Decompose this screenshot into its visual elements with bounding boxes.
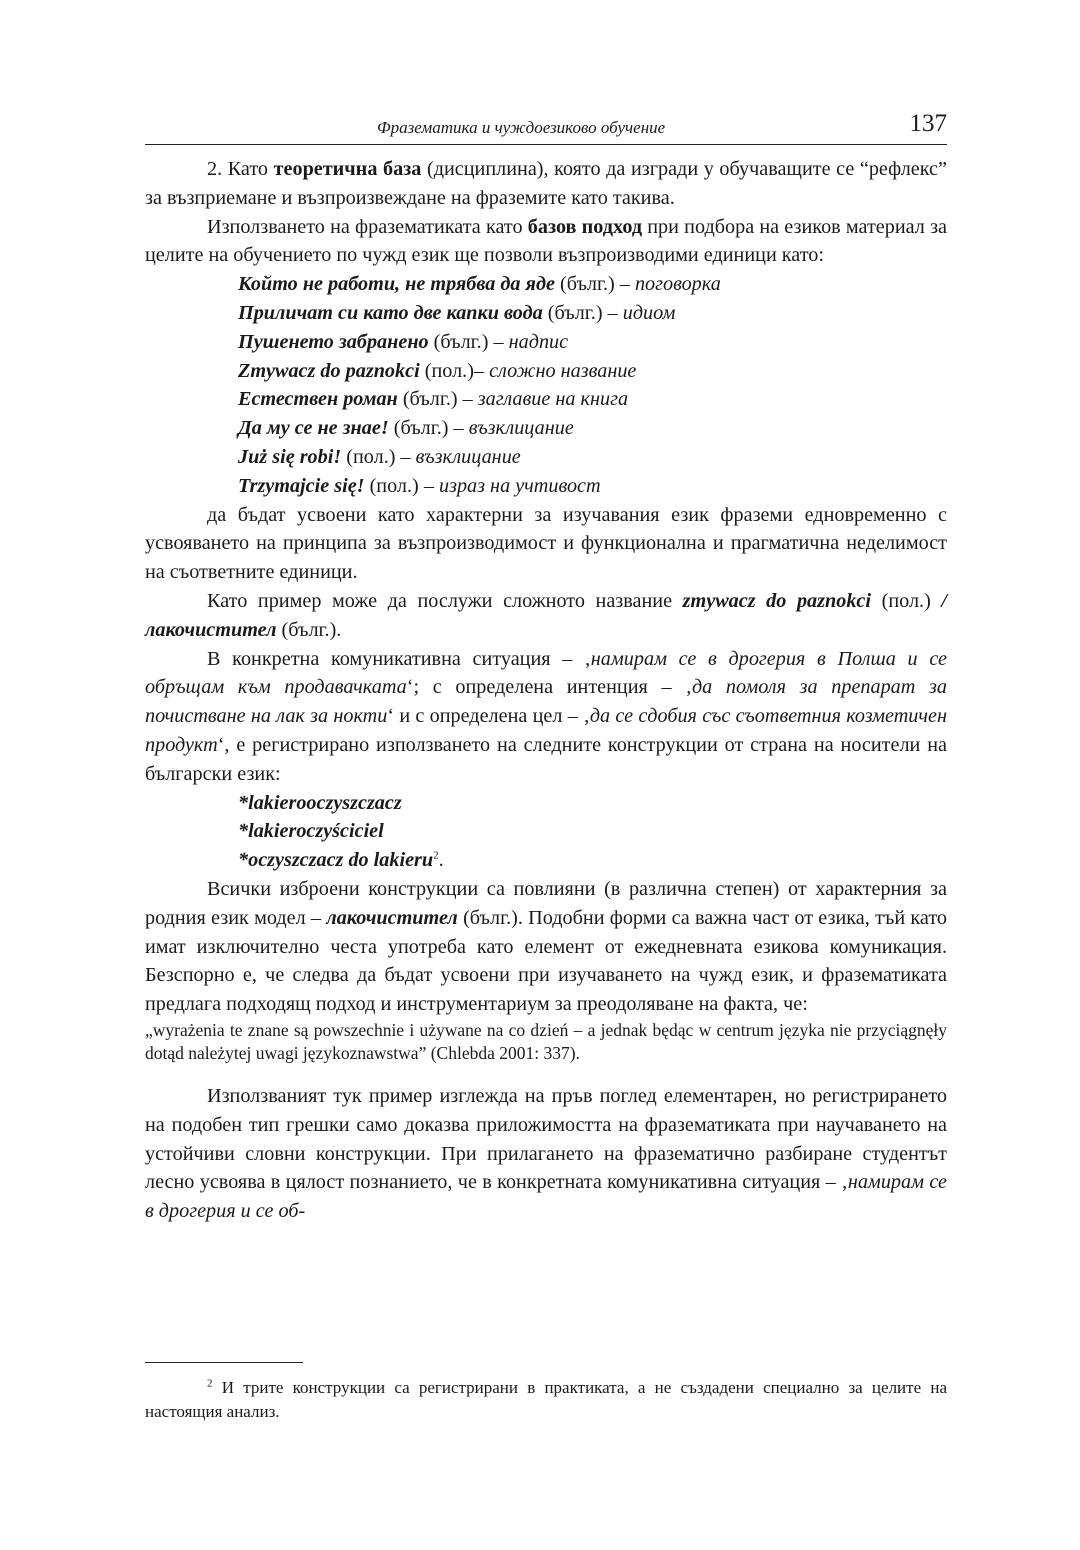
example-item: Естествен роман (бълг.) – заглавие на книга — [238, 388, 629, 411]
p2-text-c: при подбора на езиков материал за целите на обучението по чужд език ще позволи възпроизводими единици като: — [145, 215, 948, 267]
paragraph-4: Като пример може да послужи сложното название zmywacz do paznokci (пол.) / лакочистител (бълг.). — [145, 589, 948, 641]
footnote — [145, 1376, 947, 1424]
running-title: Фразематика и чуждоезиково обучение — [377, 118, 666, 137]
footnote-rule — [145, 1362, 303, 1363]
paragraph-5: В конкретна комуникативна ситуация – ‚намирам се в дрогерия в Полша и се обръщам към продавачката‘; с определена интенция – ‚да помоля за препарат за почистване на лак за нокти‘ и с определена цел – ‚да се сдобия със съответния козметичен продукт‘, е регистрирано използването на следните конструкции от страна на носители на български език: — [145, 647, 947, 785]
paragraph-7: Използваният тук пример изглежда на пръв поглед елементарен, но регистрирането на подобен тип грешки само доказва приложимостта на фразематиката при научаването на устойчиви словни конструкции. При прилагането на фразематично разбиране студентът лесно усвоява в цялост познанието, че в конкретната комуникативна ситуация – ‚намирам се в дрогерия и се об- — [145, 1084, 947, 1223]
p2-bold: базов подход — [527, 215, 643, 238]
example-item: Да му се не знае! (бълг.) – възклицание — [238, 417, 574, 440]
constructions-list — [145, 789, 947, 875]
footnote-text: И трите конструкции са регистрирани в практиката, а не създадени специално за целите на настоящия анализ. — [145, 1378, 947, 1421]
examples-list — [145, 270, 947, 500]
construction-item: *oczyszczacz do lakieru$^2$. — [238, 849, 444, 872]
block-quote: „wyrażenia te znane są powszechnie i używane na co dzień – a jednak będąc w centrum języka nie przyciągnęły dotąd należytej uwagi językoznawstwa” (Chlebda 2001: 337). — [145, 1019, 947, 1064]
footnote-number: 2 — [207, 1377, 213, 1390]
p1-text-a: 2. Като — [207, 158, 274, 180]
p1-text-c: (дисциплина), която да изгради у обучаващите се “рефлекс” за възприемане и възпроизвеждане на фраземите като такива. — [145, 158, 947, 209]
example-item: Пушенето забранено (бълг.) – надпис — [238, 330, 569, 353]
example-item: Zmywacz do paznokci (пол.)– сложно название — [238, 359, 637, 382]
paragraph-6: Всички изброени конструкции са повлияни (в различна степен) от характерния за родния език модел – лакочистител (бълг.). Подобни форми са важна част от езика, тъй като имат изключително честа употреба като елемент от ежедневната езикова комуникация. Безспорно е, че следва да бъдат усвоени при изучаването на чужд език, и фразематиката предлага подходящ подход и инструментариум за преодоляване на факта, че: — [145, 877, 947, 1016]
example-item: Който не работи, не трябва да яде (бълг.) – поговорка — [238, 273, 721, 296]
p1-bold: теоретична база — [273, 158, 422, 180]
main-text — [145, 155, 947, 1226]
example-item: Trzymajcie się! (пол.) – израз на учтивост — [238, 474, 601, 497]
paragraph-1 — [145, 155, 947, 213]
construction-item: *lakierooczyszczacz — [238, 791, 402, 814]
example-item: Приличат си като две капки вода (бълг.) – идиом — [238, 301, 676, 324]
construction-item: *lakieroczyściciel — [238, 820, 384, 843]
footnote-ref: 2 — [433, 849, 439, 862]
running-header — [145, 110, 947, 145]
paragraph-3: да бъдат усвоени като характерни за изучавания език фраземи едновременно с усвояването на принципа за възпроизводимост и функционална и прагматична неделимост на съответните единици. — [145, 503, 947, 584]
p2-text-a: Използването на фразематиката като — [207, 215, 528, 238]
example-item: Już się robi! (пол.) – възклицание — [238, 445, 521, 468]
page-number: 137 — [909, 110, 947, 137]
paragraph-2 — [145, 213, 947, 271]
